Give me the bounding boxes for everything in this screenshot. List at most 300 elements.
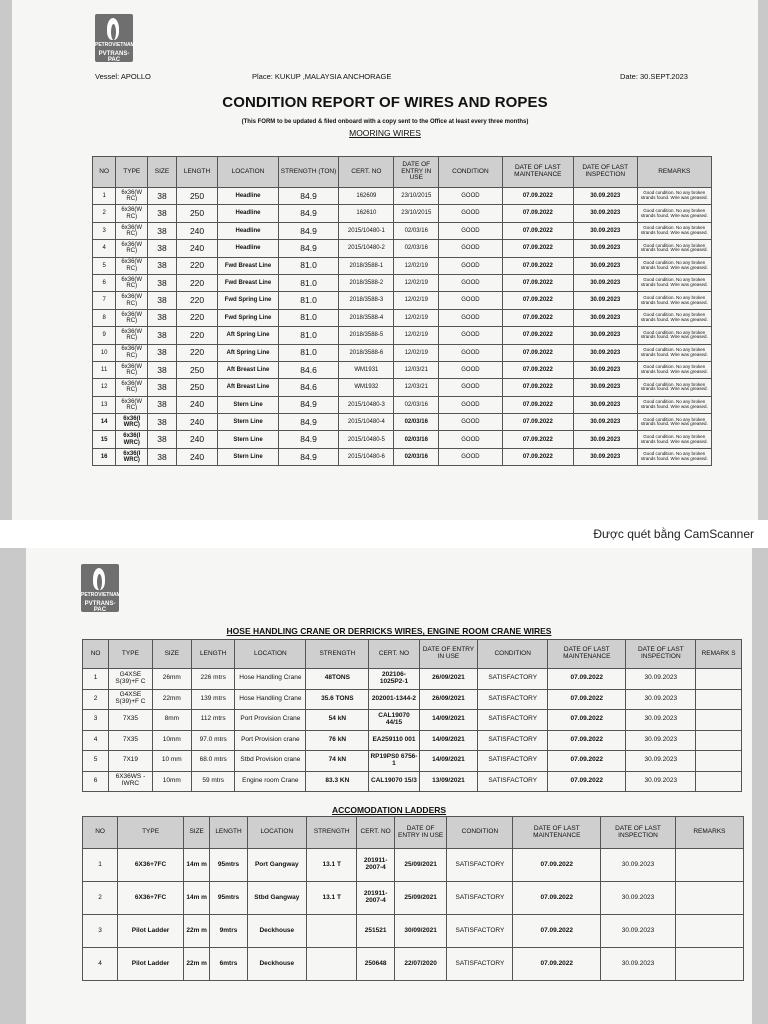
table-cell: 12/03/21: [394, 379, 439, 396]
table-cell: 6x36(I WRC): [116, 431, 148, 448]
table-cell: Pilot Ladder: [118, 948, 184, 981]
table-cell: 1: [93, 188, 116, 205]
table-cell: Good condition. No any broken strands found. Wire was greased.: [637, 379, 711, 396]
crane-wires-table: [82, 639, 742, 792]
column-header: LOCATION: [247, 817, 306, 849]
table-cell: CAL19070 15/3: [369, 771, 419, 792]
table-cell: Headline: [218, 240, 279, 257]
table-cell: 14/09/2021: [419, 751, 478, 772]
table-cell: 07.09.2022: [502, 431, 573, 448]
table-cell: Port Provision crane: [235, 730, 306, 751]
table-cell: Headline: [218, 205, 279, 222]
company-logo: PETROVIETNAM PVTRANS-PAC: [95, 14, 133, 62]
table-cell: SATISFACTORY: [478, 710, 548, 731]
scanner-note: Được quét bằng CamScanner: [593, 527, 754, 541]
table-cell: 5: [93, 257, 116, 274]
accommodation-ladders-table: [82, 816, 744, 981]
table-cell: [306, 948, 357, 981]
table-cell: 84.9: [278, 414, 339, 431]
table-row: [93, 205, 712, 222]
table-cell: 240: [176, 240, 217, 257]
table-cell: Deckhouse: [247, 915, 306, 948]
table-cell: 250: [176, 361, 217, 378]
table-cell: 3: [83, 710, 109, 731]
table-cell: 2: [93, 205, 116, 222]
column-header: REMARKS: [637, 157, 711, 188]
table-cell: 30.09.2023: [573, 240, 637, 257]
table-cell: 81.0: [278, 257, 339, 274]
table-row: [93, 448, 712, 465]
table-cell: 6x36(W RC): [116, 361, 148, 378]
table-cell: 6x36(I WRC): [116, 448, 148, 465]
table-cell: [696, 710, 742, 731]
section-title-crane-wires: HOSE HANDLING CRANE OR DERRICKS WIRES, ENGINE ROOM CRANE WIRES: [226, 626, 552, 636]
table-cell: 54 kN: [306, 710, 369, 731]
table-cell: 2015/10480-2: [339, 240, 394, 257]
column-header: CONDITION: [447, 817, 513, 849]
table-cell: 26/09/2021: [419, 689, 478, 710]
table-row: [93, 188, 712, 205]
table-row: [83, 751, 742, 772]
table-cell: Stern Line: [218, 396, 279, 413]
table-cell: GOOD: [439, 327, 503, 344]
table-cell: 07.09.2022: [502, 292, 573, 309]
table-cell: 23/10/2015: [394, 188, 439, 205]
table-cell: 84.6: [278, 361, 339, 378]
table-cell: 10: [93, 344, 116, 361]
table-cell: G4XSE S(39)+F C: [109, 669, 153, 690]
table-cell: 220: [176, 257, 217, 274]
table-cell: 02/03/16: [394, 431, 439, 448]
table-cell: 38: [148, 414, 177, 431]
table-cell: 22m m: [184, 948, 210, 981]
table-cell: 84.9: [278, 205, 339, 222]
column-header: CERT. NO: [357, 817, 394, 849]
table-cell: 13.1 T: [306, 882, 357, 915]
table-cell: Headline: [218, 188, 279, 205]
table-cell: Good condition. No any broken strands found. Wire was greased.: [637, 448, 711, 465]
table-cell: 13: [93, 396, 116, 413]
table-cell: 30.09.2023: [601, 882, 676, 915]
table-cell: 220: [176, 344, 217, 361]
column-header: DATE OF LAST INSPECTION: [626, 640, 696, 669]
report-page-2: [26, 548, 752, 1024]
table-cell: 250: [176, 205, 217, 222]
table-cell: GOOD: [439, 292, 503, 309]
table-cell: 07.09.2022: [502, 448, 573, 465]
table-cell: 35.6 TONS: [306, 689, 369, 710]
table-cell: 81.0: [278, 327, 339, 344]
table-cell: Good condition. No any broken strands found. Wire was greased.: [637, 344, 711, 361]
table-cell: 6x36(W RC): [116, 257, 148, 274]
table-cell: 6X36+7FC: [118, 882, 184, 915]
table-cell: 162609: [339, 188, 394, 205]
table-cell: SATISFACTORY: [447, 915, 513, 948]
table-cell: Good condition. No any broken strands found. Wire was greased.: [637, 205, 711, 222]
table-cell: 4: [83, 948, 118, 981]
table-cell: 6x36(W RC): [116, 188, 148, 205]
table-cell: Deckhouse: [247, 948, 306, 981]
table-cell: [675, 882, 743, 915]
table-cell: GOOD: [439, 361, 503, 378]
table-cell: 2018/3588-1: [339, 257, 394, 274]
table-cell: 22mm: [152, 689, 191, 710]
table-row: [93, 240, 712, 257]
table-cell: 84.6: [278, 379, 339, 396]
company-logo: PETROVIETNAM PVTRANS-PAC: [81, 564, 119, 612]
table-cell: 30.09.2023: [626, 710, 696, 731]
table-cell: 10mm: [152, 730, 191, 751]
table-cell: 83.3 KN: [306, 771, 369, 792]
column-header: LENGTH: [176, 157, 217, 188]
table-cell: 12/02/19: [394, 292, 439, 309]
table-cell: 48TONS: [306, 669, 369, 690]
table-cell: [696, 669, 742, 690]
table-cell: 38: [148, 188, 177, 205]
table-cell: Port Provision Crane: [235, 710, 306, 731]
table-cell: Good condition. No any broken strands found. Wire was greased.: [637, 361, 711, 378]
table-cell: 2018/3588-5: [339, 327, 394, 344]
table-cell: 6x36(W RC): [116, 222, 148, 239]
table-cell: SATISFACTORY: [478, 751, 548, 772]
table-cell: 2015/10480-4: [339, 414, 394, 431]
table-cell: 6x36(W RC): [116, 240, 148, 257]
table-cell: GOOD: [439, 240, 503, 257]
table-cell: 6x36(W RC): [116, 344, 148, 361]
table-cell: 12/02/19: [394, 327, 439, 344]
table-cell: 30.09.2023: [601, 915, 676, 948]
table-cell: 2015/10480-3: [339, 396, 394, 413]
table-cell: GOOD: [439, 431, 503, 448]
table-cell: 9mtrs: [210, 915, 247, 948]
table-cell: 38: [148, 327, 177, 344]
table-cell: SATISFACTORY: [447, 948, 513, 981]
column-header: STRENGTH: [306, 640, 369, 669]
table-cell: 16: [93, 448, 116, 465]
table-row: [93, 222, 712, 239]
column-header: SIZE: [184, 817, 210, 849]
table-cell: 07.09.2022: [548, 771, 626, 792]
table-cell: Headline: [218, 222, 279, 239]
table-cell: 07.09.2022: [548, 689, 626, 710]
table-cell: 30.09.2023: [573, 414, 637, 431]
table-cell: Good condition. No any broken strands found. Wire was greased.: [637, 292, 711, 309]
table-cell: 5: [83, 751, 109, 772]
table-cell: 30.09.2023: [573, 379, 637, 396]
table-cell: 30.09.2023: [601, 849, 676, 882]
table-cell: 2018/3588-4: [339, 309, 394, 326]
table-cell: Fwd Spring Line: [218, 309, 279, 326]
table-cell: 7X35: [109, 710, 153, 731]
table-cell: 30.09.2023: [573, 327, 637, 344]
table-cell: 30.09.2023: [573, 205, 637, 222]
column-header: NO: [83, 640, 109, 669]
table-cell: 38: [148, 361, 177, 378]
table-cell: 26/09/2021: [419, 669, 478, 690]
table-cell: 07.09.2022: [502, 327, 573, 344]
table-cell: 6: [83, 771, 109, 792]
table-cell: 07.09.2022: [548, 710, 626, 731]
table-cell: Fwd Breast Line: [218, 257, 279, 274]
table-cell: 07.09.2022: [513, 849, 601, 882]
column-header: CERT. NO: [369, 640, 419, 669]
table-cell: Fwd Breast Line: [218, 274, 279, 291]
column-header: LENGTH: [191, 640, 235, 669]
table-cell: [675, 915, 743, 948]
table-cell: 38: [148, 292, 177, 309]
table-cell: 220: [176, 309, 217, 326]
column-header: REMARK S: [696, 640, 742, 669]
table-cell: 84.9: [278, 448, 339, 465]
table-cell: 07.09.2022: [502, 222, 573, 239]
table-cell: 84.9: [278, 240, 339, 257]
table-cell: Aft Spring Line: [218, 344, 279, 361]
table-cell: 162610: [339, 205, 394, 222]
column-header: DATE OF ENTRY IN USE: [394, 157, 439, 188]
table-cell: Stbd Provision crane: [235, 751, 306, 772]
table-cell: 95mtrs: [210, 882, 247, 915]
table-cell: 240: [176, 431, 217, 448]
column-header: DATE OF LAST INSPECTION: [601, 817, 676, 849]
table-cell: 6x36(W RC): [116, 309, 148, 326]
column-header: DATE OF ENTRY IN USE: [394, 817, 447, 849]
table-cell: 38: [148, 344, 177, 361]
table-cell: 12/02/19: [394, 344, 439, 361]
table-cell: 6x36(W RC): [116, 274, 148, 291]
table-cell: 22m m: [184, 915, 210, 948]
table-cell: Engine room Crane: [235, 771, 306, 792]
table-cell: 02/03/16: [394, 448, 439, 465]
table-cell: 14/09/2021: [419, 710, 478, 731]
table-cell: 25/09/2021: [394, 849, 447, 882]
table-cell: GOOD: [439, 257, 503, 274]
table-cell: 201911-2007-4: [357, 882, 394, 915]
table-cell: 2018/3588-3: [339, 292, 394, 309]
table-cell: 8: [93, 309, 116, 326]
table-cell: 30.09.2023: [626, 771, 696, 792]
table-cell: Good condition. No any broken strands found. Wire was greased.: [637, 396, 711, 413]
table-cell: GOOD: [439, 414, 503, 431]
table-cell: 30.09.2023: [601, 948, 676, 981]
column-header: STRENGTH: [306, 817, 357, 849]
crane-table-header: [83, 640, 742, 669]
table-cell: 07.09.2022: [548, 730, 626, 751]
table-cell: [696, 751, 742, 772]
table-cell: 14/09/2021: [419, 730, 478, 751]
table-cell: 13/09/2021: [419, 771, 478, 792]
table-cell: 84.9: [278, 188, 339, 205]
table-cell: 202106-1025P2-1: [369, 669, 419, 690]
column-header: CONDITION: [478, 640, 548, 669]
table-cell: 2: [83, 882, 118, 915]
table-cell: Good condition. No any broken strands found. Wire was greased.: [637, 240, 711, 257]
table-cell: 25/09/2021: [394, 882, 447, 915]
table-cell: Hose Handling Crane: [235, 689, 306, 710]
table-cell: 12/03/21: [394, 361, 439, 378]
table-cell: SATISFACTORY: [478, 730, 548, 751]
table-cell: 07.09.2022: [548, 751, 626, 772]
table-cell: GOOD: [439, 188, 503, 205]
table-row: [83, 849, 744, 882]
table-row: [93, 344, 712, 361]
table-cell: 3: [93, 222, 116, 239]
table-cell: 23/10/2015: [394, 205, 439, 222]
table-cell: 12/02/19: [394, 274, 439, 291]
table-cell: Good condition. No any broken strands found. Wire was greased.: [637, 414, 711, 431]
column-header: DATE OF LAST MAINTENANCE: [502, 157, 573, 188]
table-cell: 59 mtrs: [191, 771, 235, 792]
table-cell: 84.9: [278, 431, 339, 448]
table-cell: 07.09.2022: [548, 669, 626, 690]
table-cell: WM1931: [339, 361, 394, 378]
table-cell: 38: [148, 205, 177, 222]
table-cell: 11: [93, 361, 116, 378]
table-cell: 220: [176, 327, 217, 344]
table-row: [93, 431, 712, 448]
table-cell: 240: [176, 448, 217, 465]
table-row: [93, 414, 712, 431]
table-cell: G4XSE S(39)+F C: [109, 689, 153, 710]
section-title-accommodation-ladders: ACCOMODATION LADDERS: [331, 805, 447, 815]
table-cell: 6x36(W RC): [116, 396, 148, 413]
table-cell: 07.09.2022: [502, 188, 573, 205]
table-row: [83, 710, 742, 731]
mooring-wires-table: [92, 156, 712, 466]
table-cell: GOOD: [439, 344, 503, 361]
table-cell: 251521: [357, 915, 394, 948]
table-cell: 30.09.2023: [626, 730, 696, 751]
table-cell: 38: [148, 379, 177, 396]
table-cell: GOOD: [439, 274, 503, 291]
table-row: [93, 274, 712, 291]
column-header: LENGTH: [210, 817, 247, 849]
table-cell: 07.09.2022: [502, 274, 573, 291]
table-cell: 2018/3588-6: [339, 344, 394, 361]
table-cell: Good condition. No any broken strands found. Wire was greased.: [637, 327, 711, 344]
table-cell: 22/07/2020: [394, 948, 447, 981]
table-cell: 84.9: [278, 222, 339, 239]
table-cell: Good condition. No any broken strands found. Wire was greased.: [637, 309, 711, 326]
table-cell: 2015/10480-1: [339, 222, 394, 239]
table-cell: 220: [176, 292, 217, 309]
table-cell: Good condition. No any broken strands found. Wire was greased.: [637, 188, 711, 205]
table-cell: GOOD: [439, 379, 503, 396]
table-cell: 02/03/16: [394, 396, 439, 413]
report-instruction: (This FORM to be updated & filed onboard with a copy sent to the Office at least every three months): [241, 119, 529, 125]
table-cell: 14m m: [184, 882, 210, 915]
table-cell: 8mm: [152, 710, 191, 731]
table-cell: 84.9: [278, 396, 339, 413]
table-cell: 30.09.2023: [626, 669, 696, 690]
table-row: [93, 379, 712, 396]
table-row: [93, 309, 712, 326]
table-cell: 68.0 mtrs: [191, 751, 235, 772]
table-cell: Stbd Gangway: [247, 882, 306, 915]
table-cell: 81.0: [278, 309, 339, 326]
table-cell: WM1932: [339, 379, 394, 396]
table-row: [83, 948, 744, 981]
table-cell: 7X35: [109, 730, 153, 751]
table-cell: Good condition. No any broken strands found. Wire was greased.: [637, 431, 711, 448]
table-cell: 81.0: [278, 274, 339, 291]
table-cell: [696, 689, 742, 710]
table-cell: 4: [93, 240, 116, 257]
mooring-table-header: [93, 157, 712, 188]
table-cell: 07.09.2022: [502, 257, 573, 274]
table-cell: SATISFACTORY: [478, 771, 548, 792]
table-row: [83, 915, 744, 948]
table-cell: 02/03/16: [394, 222, 439, 239]
table-cell: 202001-1344-2: [369, 689, 419, 710]
table-cell: [696, 771, 742, 792]
table-cell: [675, 948, 743, 981]
table-cell: 07.09.2022: [502, 344, 573, 361]
table-cell: 26mm: [152, 669, 191, 690]
table-cell: 30.09.2023: [626, 689, 696, 710]
table-row: [83, 730, 742, 751]
column-header: SIZE: [152, 640, 191, 669]
table-cell: Port Gangway: [247, 849, 306, 882]
table-cell: 10mm: [152, 771, 191, 792]
table-cell: 30.09.2023: [573, 344, 637, 361]
table-cell: 02/03/16: [394, 240, 439, 257]
report-place: Place: KUKUP ,MALAYSIA ANCHORAGE: [252, 72, 392, 81]
table-cell: GOOD: [439, 309, 503, 326]
table-cell: 02/03/16: [394, 414, 439, 431]
table-cell: 6x36(W RC): [116, 292, 148, 309]
table-cell: 1: [83, 849, 118, 882]
table-cell: 30.09.2023: [626, 751, 696, 772]
table-cell: GOOD: [439, 448, 503, 465]
table-cell: 30.09.2023: [573, 222, 637, 239]
table-cell: 38: [148, 448, 177, 465]
table-cell: 6x36(W RC): [116, 205, 148, 222]
table-cell: 1: [83, 669, 109, 690]
column-header: TYPE: [109, 640, 153, 669]
table-row: [93, 257, 712, 274]
table-cell: 07.09.2022: [502, 240, 573, 257]
table-cell: 250: [176, 188, 217, 205]
column-header: NO: [93, 157, 116, 188]
table-cell: 240: [176, 396, 217, 413]
report-date: Date: 30.SEPT.2023: [620, 72, 688, 81]
column-header: TYPE: [116, 157, 148, 188]
table-cell: 07.09.2022: [502, 414, 573, 431]
column-header: REMARKS: [675, 817, 743, 849]
table-cell: 7: [93, 292, 116, 309]
table-cell: Pilot Ladder: [118, 915, 184, 948]
table-cell: 38: [148, 222, 177, 239]
table-row: [83, 689, 742, 710]
table-cell: 30.09.2023: [573, 431, 637, 448]
table-cell: 2018/3588-2: [339, 274, 394, 291]
table-row: [93, 396, 712, 413]
table-cell: 30.09.2023: [573, 274, 637, 291]
table-cell: 07.09.2022: [502, 379, 573, 396]
table-row: [83, 882, 744, 915]
report-page-1: [12, 0, 758, 520]
column-header: DATE OF LAST MAINTENANCE: [513, 817, 601, 849]
table-cell: Hose Handling Crane: [235, 669, 306, 690]
table-cell: 240: [176, 222, 217, 239]
table-cell: 240: [176, 414, 217, 431]
report-title: CONDITION REPORT OF WIRES AND ROPES: [222, 94, 548, 111]
table-cell: 2015/10480-5: [339, 431, 394, 448]
table-cell: Aft Breast Line: [218, 379, 279, 396]
table-cell: GOOD: [439, 205, 503, 222]
column-header: STRENGTH (TON): [278, 157, 339, 188]
table-cell: Fwd Spring Line: [218, 292, 279, 309]
